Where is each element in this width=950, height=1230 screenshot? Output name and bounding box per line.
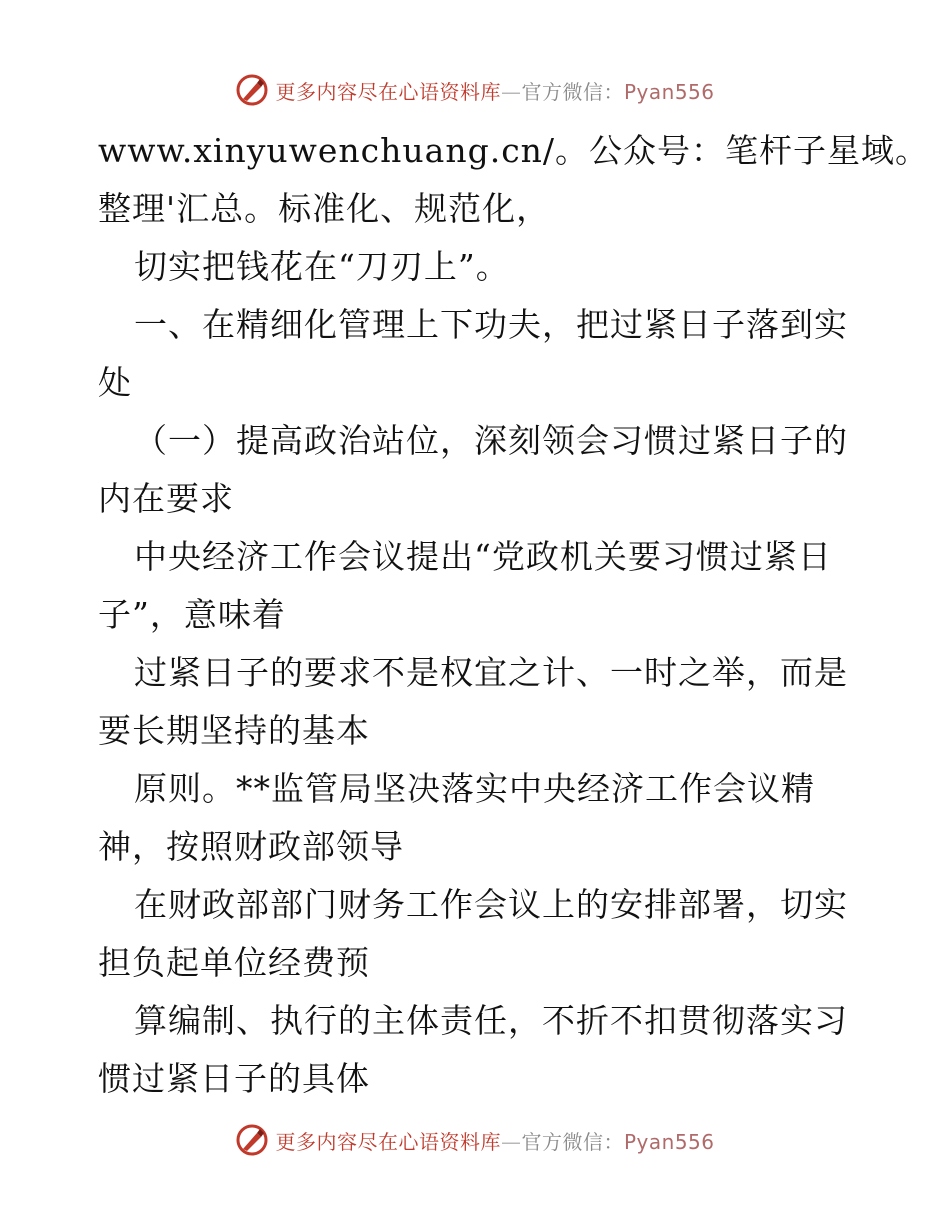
doc-line: 要长期坚持的基本 bbox=[98, 711, 370, 750]
doc-line: 整理'汇总。标准化、规范化， bbox=[98, 189, 551, 228]
doc-line: 切实把钱花在“刀刃上”。 bbox=[134, 247, 510, 286]
banner-separator: — bbox=[500, 1129, 522, 1154]
doc-subheading-line: （一）提高政治站位，深刻领会习惯过紧日子的 bbox=[134, 421, 848, 460]
banner-main-text: 更多内容尽在心语资料库 bbox=[275, 1129, 501, 1154]
pen-logo-icon bbox=[235, 73, 269, 107]
banner-wechat-label: 官方微信： bbox=[521, 79, 624, 104]
document-body bbox=[98, 122, 930, 1108]
doc-heading-line: 一、在精细化管理上下功夫，把过紧日子落到实 bbox=[134, 305, 848, 344]
banner-wechat-id: Pyan556 bbox=[623, 1129, 715, 1154]
doc-line: 惯过紧日子的具体 bbox=[98, 1059, 370, 1098]
header-watermark-banner bbox=[0, 70, 950, 110]
banner-wechat-label: 官方微信： bbox=[521, 1129, 624, 1154]
doc-line: 子”，意味着 bbox=[98, 595, 286, 634]
banner-text bbox=[275, 1126, 714, 1155]
footer-watermark-banner bbox=[0, 1120, 950, 1160]
banner-wechat-id: Pyan556 bbox=[623, 79, 715, 104]
banner-separator: — bbox=[500, 79, 522, 104]
banner-main-text: 更多内容尽在心语资料库 bbox=[275, 79, 501, 104]
doc-subheading-line: 内在要求 bbox=[98, 479, 234, 518]
doc-line: 在财政部部门财务工作会议上的安排部署，切实 bbox=[134, 885, 848, 924]
doc-line: 算编制、执行的主体责任，不折不扣贯彻落实习 bbox=[134, 1001, 848, 1040]
doc-line: 原则。**监管局坚决落实中央经济工作会议精 bbox=[134, 769, 815, 808]
banner-text bbox=[275, 76, 714, 105]
pen-logo-icon bbox=[235, 1123, 269, 1157]
doc-line: 神，按照财政部领导 bbox=[98, 827, 404, 866]
doc-line: 过紧日子的要求不是权宜之计、一时之举，而是 bbox=[134, 653, 848, 692]
doc-line: www.xinyuwenchuang.cn/。公众号：笔杆子星域。 bbox=[98, 131, 930, 170]
doc-line: 中央经济工作会议提出“党政机关要习惯过紧日 bbox=[134, 537, 832, 576]
doc-line: 担负起单位经费预 bbox=[98, 943, 370, 982]
doc-heading-line: 处 bbox=[98, 363, 132, 402]
